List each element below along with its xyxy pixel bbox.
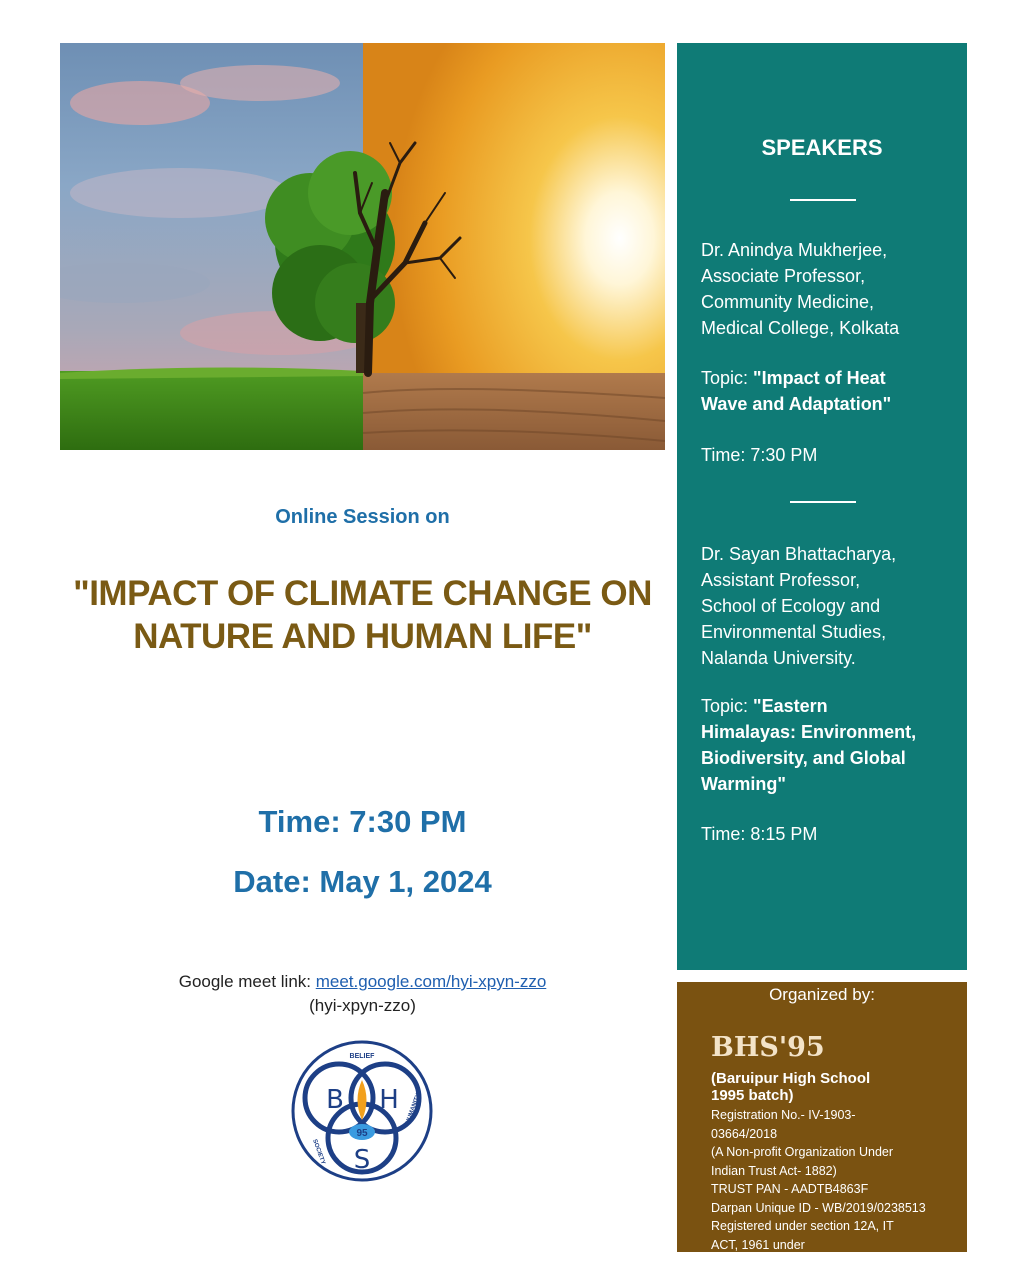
topic-text: Himalayas: Environment, bbox=[701, 722, 917, 742]
speakers-heading: SPEAKERS bbox=[761, 135, 883, 160]
speaker-1-time: Time: 7:30 PM bbox=[701, 445, 818, 465]
speaker-2-topic bbox=[701, 693, 959, 797]
speaker-2-line: Assistant Professor, bbox=[701, 570, 861, 590]
event-title bbox=[60, 572, 665, 658]
speaker-2 bbox=[701, 541, 959, 671]
organizer-details bbox=[711, 1106, 956, 1252]
logo-letter-s: S bbox=[353, 1145, 371, 1175]
speakers-panel bbox=[677, 43, 967, 970]
logo-letter-b: B bbox=[326, 1085, 344, 1115]
speaker-2-line: Environmental Studies, bbox=[701, 622, 887, 642]
bhs-logo-icon bbox=[291, 1040, 433, 1182]
logo-belief: BELIEF bbox=[349, 1053, 375, 1060]
detail-line: Registration No.- IV-1903- bbox=[711, 1108, 856, 1122]
detail-line: ACT, 1961 under bbox=[711, 1237, 805, 1252]
topic-prefix: Topic: bbox=[701, 368, 754, 388]
speaker-1-line: Medical College, Kolkata bbox=[701, 318, 900, 338]
meet-label: Google meet link: bbox=[178, 972, 316, 991]
speaker-1-topic bbox=[701, 365, 959, 417]
logo-letter-h: H bbox=[379, 1085, 399, 1115]
divider bbox=[790, 199, 856, 201]
speaker-2-line: Dr. Sayan Bhattacharya, bbox=[701, 544, 897, 564]
speaker-2-time: Time: 8:15 PM bbox=[701, 824, 818, 844]
event-date: Date: May 1, 2024 bbox=[233, 864, 492, 899]
topic-text: "Impact of Heat bbox=[753, 368, 886, 388]
organizer-full-line: (Baruipur High School bbox=[711, 1070, 871, 1087]
organizer-panel bbox=[677, 982, 967, 1252]
speaker-1-line: Associate Professor, bbox=[701, 266, 866, 286]
topic-text: Wave and Adaptation" bbox=[701, 394, 892, 414]
bhs-logo bbox=[291, 1040, 433, 1182]
organizer-full-name bbox=[711, 1070, 951, 1104]
topic-text: "Eastern bbox=[753, 696, 828, 716]
detail-line: Indian Trust Act- 1882) bbox=[711, 1163, 837, 1178]
topic-text: Biodiversity, and Global bbox=[701, 748, 906, 768]
logo-humanity: HUMANITY bbox=[405, 1092, 422, 1125]
speaker-2-line: Nalanda University. bbox=[701, 648, 856, 668]
meet-info bbox=[60, 970, 665, 1018]
topic-prefix: Topic: bbox=[701, 696, 754, 716]
speaker-1-line: Community Medicine, bbox=[701, 292, 875, 312]
meet-code: (hyi-xpyn-zzo) bbox=[309, 996, 416, 1015]
event-title-line: "IMPACT OF CLIMATE CHANGE ON bbox=[73, 574, 652, 613]
hero-image bbox=[60, 43, 665, 450]
topic-text: Warming" bbox=[701, 774, 786, 794]
detail-line: Registered under section 12A, IT bbox=[711, 1219, 894, 1233]
detail-line: (A Non-profit Organization Under bbox=[711, 1145, 894, 1159]
logo-society: SOCIETY bbox=[311, 1138, 326, 1166]
organizer-name: BHS'95 bbox=[711, 1032, 825, 1063]
meet-link[interactable]: meet.google.com/hyi-xpyn-zzo bbox=[315, 972, 547, 991]
detail-line: 03664/2018 bbox=[711, 1126, 778, 1141]
detail-line: TRUST PAN - AADTB4863F bbox=[711, 1182, 869, 1196]
event-title-line: NATURE AND HUMAN LIFE" bbox=[133, 617, 592, 656]
organizer-label: Organized by: bbox=[769, 985, 875, 1004]
divider bbox=[790, 501, 856, 503]
logo-95: 95 bbox=[356, 1128, 368, 1139]
speaker-1-line: Dr. Anindya Mukherjee, bbox=[701, 240, 888, 260]
speaker-2-line: School of Ecology and bbox=[701, 596, 881, 616]
climate-tree-image bbox=[60, 43, 665, 450]
speaker-1 bbox=[701, 237, 959, 341]
event-time: Time: 7:30 PM bbox=[258, 804, 467, 839]
session-label: Online Session on bbox=[275, 506, 450, 528]
detail-line: Darpan Unique ID - WB/2019/0238513 bbox=[711, 1200, 926, 1215]
organizer-full-line: 1995 batch) bbox=[711, 1087, 794, 1104]
